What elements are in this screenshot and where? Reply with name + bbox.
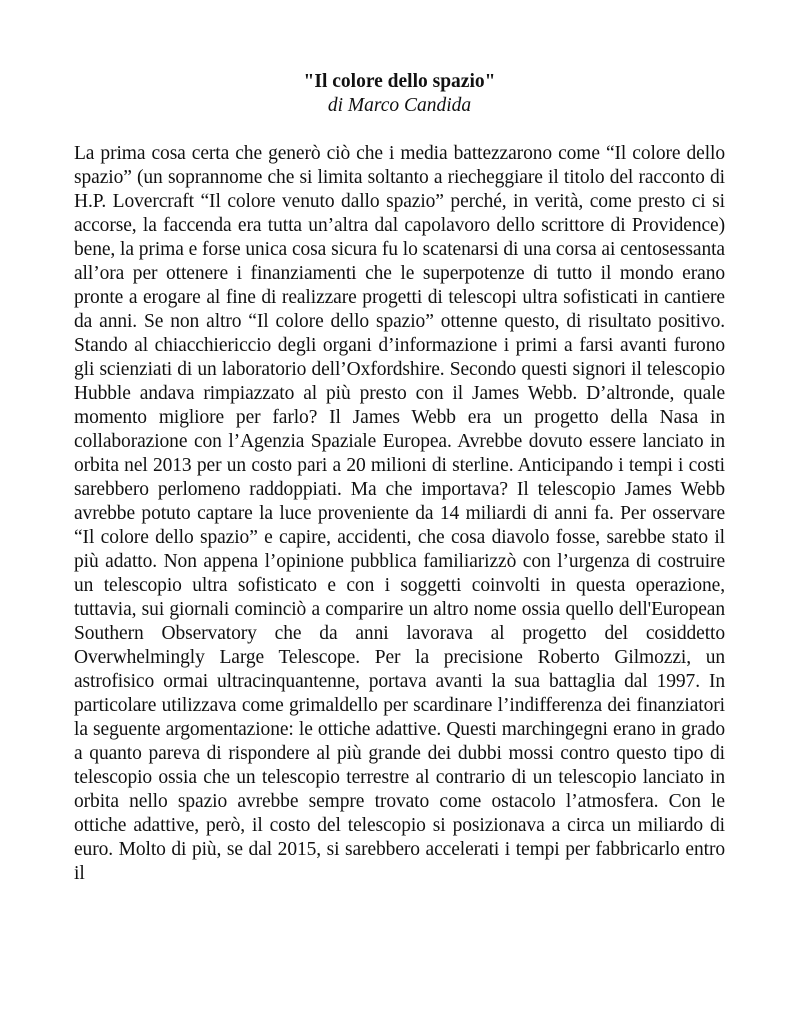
document-body-paragraph: La prima cosa certa che generò ciò che i media battezzarono come “Il colore dello spazio” (un soprannome che si limita soltanto a riecheggiare il titolo del racconto di H.P. Lovercraft “Il colore venuto dallo spazio” perché, in verità, come presto ci si accorse, la faccenda era tutta un’altra dal capolavoro dello scrittore di Providence) bene, la prima e forse unica cosa sicura fu lo scatenarsi di una corsa ai centosessanta all’ora per ottenere i finanziamenti che le superpotenze di tutto il mondo erano pronte a erogare al fine di realizzare progetti di telescopi ultra sofisticati in cantiere da anni. Se non altro “Il colore dello spazio” ottenne questo, di risultato positivo. Stando al chiacchiericcio degli organi d’informazione i primi a farsi avanti furono gli scienziati di un laboratorio dell’Oxfordshire. Secondo questi signori il telescopio Hubble andava rimpiazzato al più presto con il James Webb. D’altronde, quale momento migliore per farlo? Il James Webb era un progetto della Nasa in collaborazione con l’Agenzia Spaziale Europea. Avrebbe dovuto essere lanciato in orbita nel 2013 per un costo pari a 20 milioni di sterline. Anticipando i tempi i costi sarebbero perlomeno raddoppiati. Ma che importava? Il telescopio James Webb avrebbe potuto captare la luce proveniente da 14 miliardi di anni fa. Per osservare “Il colore dello spazio” e capire, accidenti, che cosa diavolo fosse, sarebbe stato il più adatto. Non appena l’opinione pubblica familiarizzò con l’urgenza di costruire un telescopio ultra sofisticato e con i soggetti coinvolti in questa operazione, tuttavia, sui giornali cominciò a comparire un altro nome ossia quello dell'European Southern Observatory che da anni lavorava al progetto del cosiddetto Overwhelmingly Large Telescope. Per la precisione Roberto Gilmozzi, un astrofisico ormai ultracinquantenne, portava avanti la sua battaglia dal 1997. In particolare utilizzava come grimaldello per scardinare l’indifferenza dei finanziatori la seguente argomentazione: le ottiche adattive. Questi marchingegni erano in grado a quanto pareva di rispondere al più grande dei dubbi mossi contro questo tipo di telescopio ossia che un telescopio terrestre al contrario di un telescopio lanciato in orbita nello spazio avrebbe sempre trovato come ostacolo l’atmosfera. Con le ottiche adattive, però, il costo del telescopio si posizionava a circa un miliardo di euro. Molto di più, se dal 2015, si sarebbero accelerati i tempi per fabbricarlo entro il [74, 143, 725, 884]
document-title: "Il colore dello spazio" [303, 71, 496, 92]
document-author: di Marco Candida [327, 95, 472, 116]
